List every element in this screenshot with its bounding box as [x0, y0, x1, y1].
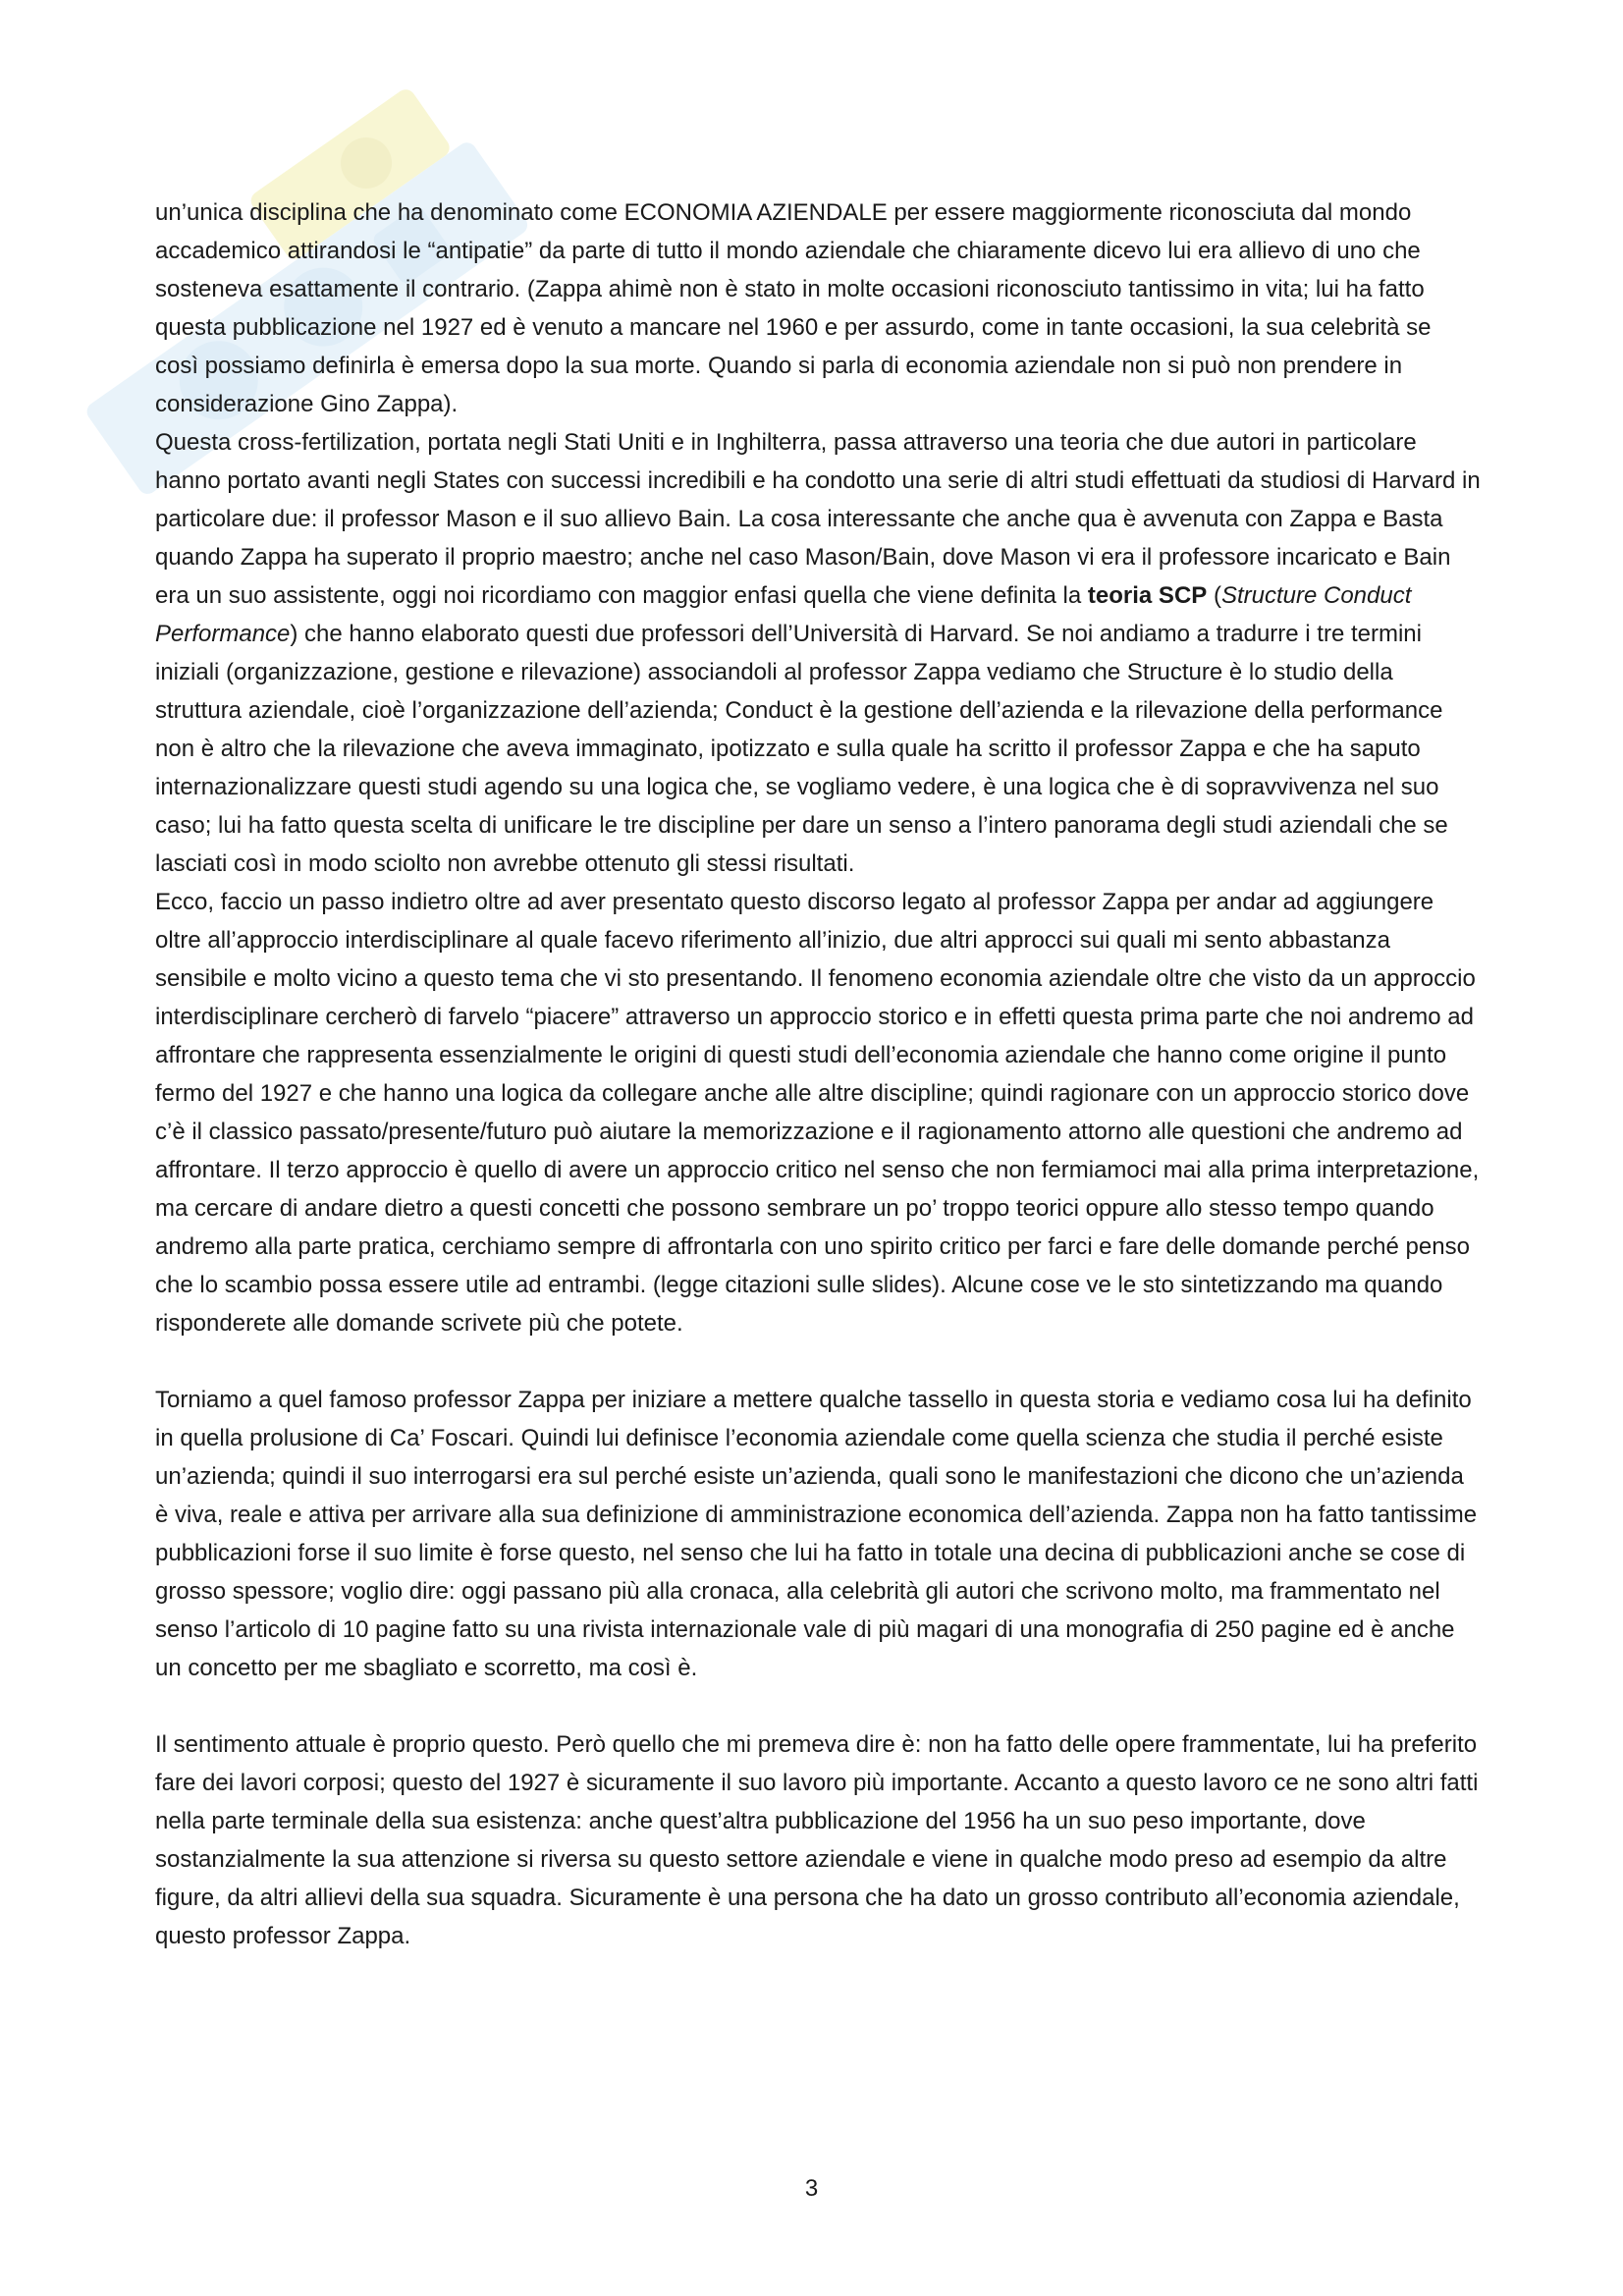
paragraph	[155, 423, 1481, 883]
text-run: Il sentimento attuale è proprio questo. Però quello che mi premeva dire è: non ha fatto delle opere frammentate, lui ha preferito fare dei lavori corposi; questo del 1927 è sicuramente il suo lavoro più importante. Accanto a questo lavoro ce ne sono altri fatti nella parte terminale della sua esistenza: anche quest’altra pubblicazione del 1956 ha un suo peso importante, dove sostanzialmente la sua attenzione si riversa su questo settore aziendale e viene in qualche modo preso ad esempio da altre figure, da altri allievi della sua squadra. Sicuramente è una persona che ha dato un grosso contributo all’economia aziendale, questo professor Zappa.	[155, 1731, 1479, 1949]
text-run: Torniamo a quel famoso professor Zappa per iniziare a mettere qualche tassello in questa storia e vediamo cosa lui ha definito in quella prolusione di Ca’ Foscari. Quindi lui definisce l’economia aziendale come quella scienza che studia il perché esiste un’azienda; quindi il suo interrogarsi era sul perché esiste un’azienda, quali sono le manifestazioni che dicono che un’azienda è viva, reale e attiva per arrivare alla sua definizione di amministrazione economica dell’azienda. Zappa non ha fatto tantissime pubblicazioni forse il suo limite è forse questo, nel senso che lui ha fatto in totale una decina di pubblicazioni anche se cose di grosso spessore; voglio dire: oggi passano più alla cronaca, alla celebrità gli autori che scrivono molto, ma frammentato nel senso l’articolo di 10 pagine fatto su una rivista internazionale vale di più magari di una monografia di 250 pagine ed è anche un concetto per me sbagliato e scorretto, ma così è.	[155, 1387, 1478, 1681]
text-run: Questa cross-fertilization, portata negli Stati Uniti e in Inghilterra, passa attraverso una teoria che due autori in particolare hanno portato avanti negli States con successi incredibili e ha condotto una serie di altri studi effettuati da studiosi di Harvard in particolare due: il professor Mason e il suo allievo Bain. La cosa interessante che anche qua è avvenuta con Zappa e Basta quando Zappa ha superato il proprio maestro; anche nel caso Mason/Bain, dove Mason vi era il professore incaricato e Bain era un suo assistente, oggi noi ricordiamo con maggior enfasi quella che viene definita la	[155, 429, 1481, 609]
paragraph	[155, 193, 1481, 423]
italic-term: Structure Conduct Performance	[155, 582, 1412, 647]
document-body	[155, 193, 1481, 1955]
paragraph	[155, 883, 1481, 1342]
text-run: (	[1207, 582, 1221, 609]
page-number: 3	[804, 2175, 819, 2202]
text-run: Ecco, faccio un passo indietro oltre ad aver presentato questo discorso legato al professor Zappa per andar ad aggiungere oltre all’approccio interdisciplinare al quale facevo riferimento all’inizio, due altri approcci sui quali mi sento abbastanza sensibile e molto vicino a questo tema che vi sto presentando. Il fenomeno economia aziendale oltre che visto da un approccio interdisciplinare cercherò di farvelo “piacere” attraverso un approccio storico e in effetti questa prima parte che noi andremo ad affrontare che rappresenta essenzialmente le origini di questi studi dell’economia aziendale che hanno come origine il punto fermo del 1927 e che hanno una logica da collegare anche alle altre discipline; quindi ragionare con un approccio storico dove c’è il classico passato/presente/futuro può aiutare la memorizzazione e il ragionamento attorno alle questioni che andremo ad affrontare. Il terzo approccio è quello di avere un approccio critico nel senso che non fermiamoci mai alla prima interpretazione, ma cercare di andare dietro a questi concetti che possono sembrare un po’ troppo teorici oppure allo stesso tempo quando andremo alla parte pratica, cerchiamo sempre di affrontarla con uno spirito critico per farci e fare delle domande perché penso che lo scambio possa essere utile ad entrambi. (legge citazioni sulle slides). Alcune cose ve le sto sintetizzando ma quando risponderete alle domande scrivete più che potete.	[155, 889, 1480, 1337]
text-run: ) che hanno elaborato questi due professori dell’Università di Harvard. Se noi andiamo a tradurre i tre termini iniziali (organizzazione, gestione e rilevazione) associandoli al professor Zappa vediamo che Structure è lo studio della struttura aziendale, cioè l’organizzazione dell’azienda; Conduct è la gestione dell’azienda e la rilevazione della performance non è altro che la rilevazione che aveva immaginato, ipotizzato e sulla quale ha scritto il professor Zappa e che ha saputo internazionalizzare questi studi agendo su una logica che, se vogliamo vedere, è una logica che è di sopravvivenza nel suo caso; lui ha fatto questa scelta di unificare le tre discipline per dare un senso a l’intero panorama degli studi aziendali che se lasciati così in modo sciolto non avrebbe ottenuto gli stessi risultati.	[155, 621, 1448, 877]
bold-term: teoria SCP	[1087, 582, 1208, 609]
paragraph-gap	[155, 1342, 1481, 1381]
text-run: un’unica disciplina che ha denominato come ECONOMIA AZIENDALE per essere maggiormente riconosciuta dal mondo accademico attirandosi le “antipatie” da parte di tutto il mondo aziendale che chiaramente dicevo lui era allievo di uno che sosteneva esattamente il contrario. (Zappa ahimè non è stato in molte occasioni riconosciuto tantissimo in vita; lui ha fatto questa pubblicazione nel 1927 ed è venuto a mancare nel 1960 e per assurdo, come in tante occasioni, la sua celebrità se così possiamo definirla è emersa dopo la sua morte. Quando si parla di economia aziendale non si può non prendere in considerazione Gino Zappa).	[155, 199, 1432, 417]
paragraph	[155, 1725, 1481, 1955]
paragraph	[155, 1381, 1481, 1687]
paragraph-gap	[155, 1687, 1481, 1725]
